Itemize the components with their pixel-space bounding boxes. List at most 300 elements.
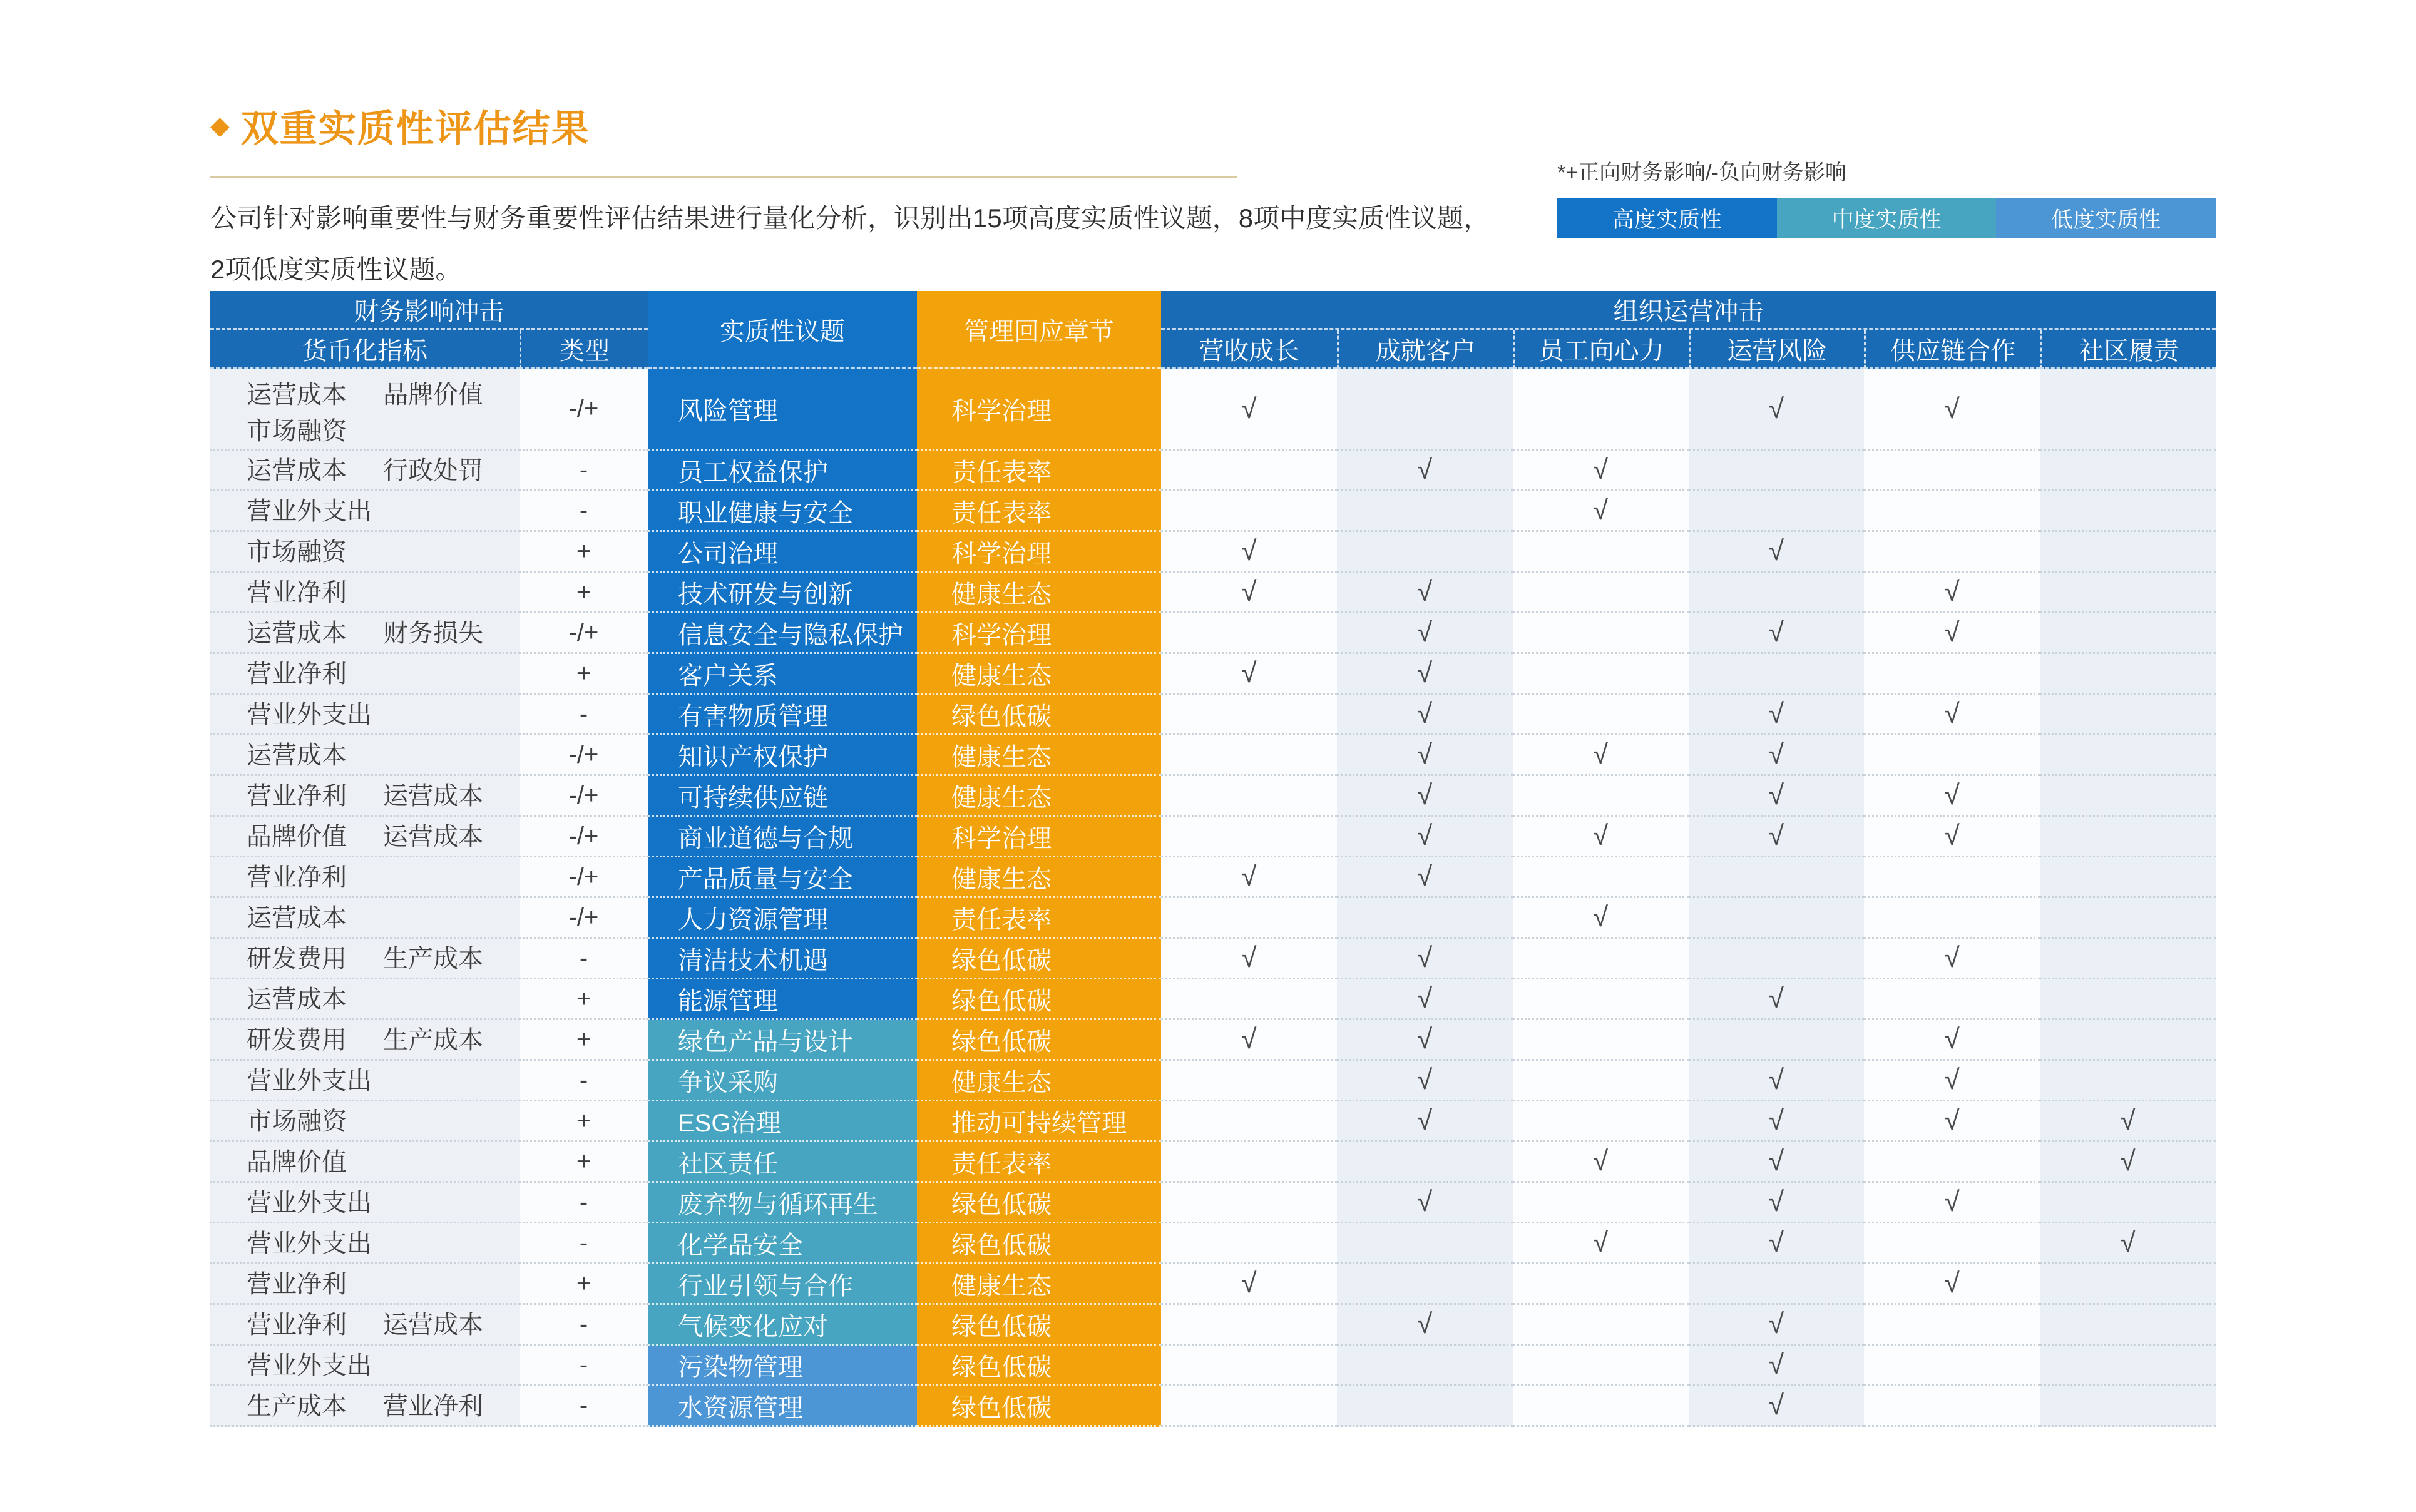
empty-check-cell	[1689, 573, 1865, 613]
check-mark-icon: √	[1241, 658, 1257, 688]
type-cell: -	[520, 491, 648, 532]
empty-check-cell	[1337, 491, 1513, 532]
empty-check-cell	[1864, 1386, 2040, 1427]
empty-check-cell	[1337, 898, 1513, 939]
empty-check-cell	[1161, 979, 1337, 1020]
check-mark-icon: √	[1768, 820, 1784, 851]
check-mark-icon: √	[1417, 942, 1433, 973]
check-mark-icon: √	[2120, 1105, 2136, 1136]
check-cell	[1689, 817, 1865, 857]
chapter-cell: 健康生态	[917, 735, 1161, 776]
header-op-revenue-growth: 营收成长	[1161, 330, 1337, 369]
header-op-employee-cohesion: 员工向心力	[1513, 330, 1689, 369]
check-mark-icon: √	[1417, 861, 1433, 892]
header-financial-impact: 财务影响冲击	[210, 291, 648, 330]
metric-primary: 营业外支出	[247, 1352, 372, 1379]
metrics-cell	[210, 1223, 520, 1264]
chapter-cell: 绿色低碳	[917, 1223, 1161, 1264]
check-cell	[1337, 1101, 1513, 1142]
empty-check-cell	[1161, 1346, 1337, 1386]
empty-check-cell	[1337, 1386, 1513, 1427]
header-op-customer-success: 成就客户	[1337, 330, 1513, 369]
check-mark-icon: √	[1241, 393, 1257, 424]
check-cell	[1513, 491, 1689, 532]
check-mark-icon: √	[1768, 1146, 1784, 1177]
check-cell	[1689, 1346, 1865, 1386]
metrics-cell	[210, 776, 520, 817]
empty-check-cell	[1161, 1223, 1337, 1264]
metrics-cell	[210, 1061, 520, 1101]
check-cell	[1337, 1183, 1513, 1223]
chapter-cell: 健康生态	[917, 776, 1161, 817]
empty-check-cell	[1513, 939, 1689, 979]
check-cell	[1161, 857, 1337, 898]
metric-primary: 营业净利	[247, 864, 347, 891]
check-mark-icon: √	[1241, 1268, 1257, 1299]
check-mark-icon: √	[1417, 698, 1433, 729]
empty-check-cell	[1689, 491, 1865, 532]
topic-cell: 公司治理	[648, 532, 917, 573]
section-title-block	[210, 99, 590, 153]
check-cell	[1689, 1142, 1865, 1183]
type-cell: -	[520, 1061, 648, 1101]
empty-check-cell	[1689, 1264, 1865, 1305]
metrics-cell	[210, 1305, 520, 1346]
metrics-cell	[210, 491, 520, 532]
type-cell: +	[520, 979, 648, 1020]
check-mark-icon: √	[1593, 454, 1609, 485]
check-mark-icon: √	[1768, 739, 1784, 770]
empty-check-cell	[1337, 1264, 1513, 1305]
empty-check-cell	[1513, 532, 1689, 573]
check-cell	[1337, 1305, 1513, 1346]
check-mark-icon: √	[1241, 536, 1257, 566]
metric-primary: 品牌价值	[247, 1148, 347, 1176]
check-cell	[1864, 1101, 2040, 1142]
chapter-cell: 绿色低碳	[917, 695, 1161, 735]
metric-secondary: 营业净利	[383, 1392, 483, 1420]
check-cell	[2040, 1223, 2216, 1264]
metrics-cell	[210, 1264, 520, 1305]
empty-check-cell	[1689, 939, 1865, 979]
check-mark-icon: √	[1944, 1024, 1960, 1055]
type-cell: -	[520, 695, 648, 735]
check-cell	[1689, 1183, 1865, 1223]
type-cell: -/+	[520, 817, 648, 857]
empty-check-cell	[1689, 898, 1865, 939]
empty-check-cell	[2040, 939, 2216, 979]
check-mark-icon: √	[1944, 1187, 1960, 1217]
metric-primary: 营业外支出	[247, 1230, 372, 1257]
metrics-cell	[210, 1386, 520, 1427]
empty-check-cell	[1689, 451, 1865, 491]
topic-cell: 绿色产品与设计	[648, 1020, 917, 1061]
check-mark-icon: √	[1241, 861, 1257, 892]
check-cell	[1337, 654, 1513, 695]
check-mark-icon: √	[1768, 393, 1784, 424]
check-mark-icon: √	[1768, 617, 1784, 648]
check-mark-icon: √	[2120, 1146, 2136, 1177]
empty-check-cell	[1864, 451, 2040, 491]
empty-check-cell	[1161, 1142, 1337, 1183]
empty-check-cell	[1864, 1142, 2040, 1183]
check-cell	[1513, 817, 1689, 857]
metric-secondary: 生产成本	[383, 945, 483, 973]
empty-check-cell	[1161, 776, 1337, 817]
check-cell	[2040, 1142, 2216, 1183]
empty-check-cell	[1513, 1020, 1689, 1061]
empty-check-cell	[1161, 1101, 1337, 1142]
type-cell: +	[520, 573, 648, 613]
metrics-cell	[210, 898, 520, 939]
metric-primary: 营业外支出	[247, 1189, 372, 1217]
type-cell: -/+	[520, 857, 648, 898]
empty-check-cell	[1337, 369, 1513, 451]
check-mark-icon: √	[1417, 617, 1433, 648]
metric-primary: 营业外支出	[247, 1067, 372, 1095]
check-cell	[1689, 735, 1865, 776]
intro-line-2: 2项低度实质性议题。	[210, 255, 462, 284]
check-cell	[1689, 532, 1865, 573]
metric-secondary: 行政处罚	[383, 457, 483, 484]
topic-cell: 可持续供应链	[648, 776, 917, 817]
check-cell	[1689, 1305, 1865, 1346]
check-cell	[1337, 857, 1513, 898]
empty-check-cell	[1513, 1101, 1689, 1142]
check-cell	[1689, 613, 1865, 654]
check-cell	[1513, 735, 1689, 776]
type-cell: -/+	[520, 776, 648, 817]
check-cell	[1161, 1264, 1337, 1305]
metric-secondary: 运营成本	[383, 782, 483, 810]
empty-check-cell	[2040, 898, 2216, 939]
empty-check-cell	[1513, 369, 1689, 451]
check-cell	[1864, 613, 2040, 654]
empty-check-cell	[1161, 735, 1337, 776]
topic-cell: 有害物质管理	[648, 695, 917, 735]
legend-medium-materiality: 中度实质性	[1777, 198, 1997, 238]
metrics-cell	[210, 695, 520, 735]
type-cell: +	[520, 1142, 648, 1183]
check-cell	[1864, 1061, 2040, 1101]
check-cell	[1161, 369, 1337, 451]
check-cell	[1864, 573, 2040, 613]
chapter-cell: 科学治理	[917, 532, 1161, 573]
metrics-cell	[210, 613, 520, 654]
empty-check-cell	[2040, 532, 2216, 573]
chapter-cell: 责任表率	[917, 491, 1161, 532]
metrics-cell	[210, 1346, 520, 1386]
topic-cell: 气候变化应对	[648, 1305, 917, 1346]
topic-cell: 风险管理	[648, 369, 917, 451]
check-cell	[1864, 776, 2040, 817]
title-underline	[210, 176, 1237, 178]
metrics-cell	[210, 573, 520, 613]
metric-primary: 研发费用	[247, 945, 347, 973]
chapter-cell: 绿色低碳	[917, 939, 1161, 979]
empty-check-cell	[1337, 1346, 1513, 1386]
type-cell: +	[520, 1264, 648, 1305]
empty-check-cell	[1513, 776, 1689, 817]
metrics-cell	[210, 1020, 520, 1061]
check-mark-icon: √	[1417, 1187, 1433, 1217]
empty-check-cell	[1513, 1386, 1689, 1427]
check-cell	[1161, 532, 1337, 573]
empty-check-cell	[1689, 857, 1865, 898]
metric-primary: 运营成本	[247, 904, 347, 932]
empty-check-cell	[1161, 817, 1337, 857]
check-cell	[1337, 451, 1513, 491]
check-mark-icon: √	[1944, 698, 1960, 729]
empty-check-cell	[2040, 1264, 2216, 1305]
type-cell: -	[520, 1386, 648, 1427]
check-cell	[1864, 695, 2040, 735]
check-mark-icon: √	[1417, 1105, 1433, 1136]
empty-check-cell	[2040, 1346, 2216, 1386]
metrics-cell	[210, 1142, 520, 1183]
check-mark-icon: √	[1417, 820, 1433, 851]
metrics-cell	[210, 939, 520, 979]
topic-cell: 污染物管理	[648, 1346, 917, 1386]
chapter-cell: 绿色低碳	[917, 1305, 1161, 1346]
chapter-cell: 健康生态	[917, 1264, 1161, 1305]
check-mark-icon: √	[1417, 983, 1433, 1014]
empty-check-cell	[2040, 776, 2216, 817]
metric-secondary: 运营成本	[383, 823, 483, 850]
check-cell	[2040, 1101, 2216, 1142]
metrics-cell	[210, 1101, 520, 1142]
check-mark-icon: √	[1768, 1187, 1784, 1217]
check-mark-icon: √	[1768, 536, 1784, 566]
metric-secondary: 运营成本	[383, 1311, 483, 1339]
metric-primary: 品牌价值	[247, 823, 347, 850]
check-mark-icon: √	[2120, 1227, 2136, 1258]
empty-check-cell	[2040, 1061, 2216, 1101]
materiality-legend	[1557, 198, 2216, 238]
check-cell	[1689, 979, 1865, 1020]
check-cell	[1864, 939, 2040, 979]
metric-tertiary: 市场融资	[247, 417, 347, 445]
check-cell	[1337, 573, 1513, 613]
empty-check-cell	[1864, 1305, 2040, 1346]
metric-primary: 运营成本	[247, 457, 347, 484]
empty-check-cell	[1513, 1346, 1689, 1386]
empty-check-cell	[1337, 1142, 1513, 1183]
chapter-cell: 绿色低碳	[917, 1386, 1161, 1427]
header-management-chapter: 管理回应章节	[917, 291, 1161, 369]
topic-cell: 废弃物与循环再生	[648, 1183, 917, 1223]
check-mark-icon: √	[1417, 576, 1433, 607]
metric-primary: 营业净利	[247, 579, 347, 606]
chapter-cell: 健康生态	[917, 1061, 1161, 1101]
empty-check-cell	[1161, 1183, 1337, 1223]
topic-cell: 产品质量与安全	[648, 857, 917, 898]
check-cell	[1337, 979, 1513, 1020]
empty-check-cell	[2040, 1020, 2216, 1061]
check-mark-icon: √	[1768, 1309, 1784, 1339]
topic-cell: 化学品安全	[648, 1223, 917, 1264]
check-cell	[1864, 1020, 2040, 1061]
topic-cell: 水资源管理	[648, 1386, 917, 1427]
metric-secondary: 品牌价值	[383, 381, 483, 409]
check-mark-icon: √	[1593, 820, 1609, 851]
type-cell: -	[520, 1223, 648, 1264]
empty-check-cell	[2040, 654, 2216, 695]
type-cell: -	[520, 1346, 648, 1386]
chapter-cell: 责任表率	[917, 898, 1161, 939]
type-cell: +	[520, 654, 648, 695]
chapter-cell: 推动可持续管理	[917, 1101, 1161, 1142]
header-operational-impact: 组织运营冲击	[1161, 291, 2216, 330]
empty-check-cell	[1161, 451, 1337, 491]
empty-check-cell	[2040, 451, 2216, 491]
metric-primary: 运营成本	[247, 742, 347, 769]
check-mark-icon: √	[1768, 1349, 1784, 1380]
legend-high-materiality: 高度实质性	[1557, 198, 1777, 238]
check-mark-icon: √	[1417, 658, 1433, 688]
topic-cell: 职业健康与安全	[648, 491, 917, 532]
topic-cell: 员工权益保护	[648, 451, 917, 491]
check-cell	[1513, 451, 1689, 491]
metric-primary: 营业外支出	[247, 701, 372, 728]
empty-check-cell	[1513, 1061, 1689, 1101]
chapter-cell: 科学治理	[917, 369, 1161, 451]
topic-cell: 商业道德与合规	[648, 817, 917, 857]
empty-check-cell	[1513, 857, 1689, 898]
header-op-supply-chain: 供应链合作	[1864, 330, 2040, 369]
metric-primary: 运营成本	[247, 986, 347, 1013]
chapter-cell: 责任表率	[917, 1142, 1161, 1183]
empty-check-cell	[1864, 1346, 2040, 1386]
check-cell	[1689, 776, 1865, 817]
empty-check-cell	[2040, 735, 2216, 776]
check-mark-icon: √	[1944, 780, 1960, 810]
metric-primary: 研发费用	[247, 1026, 347, 1054]
empty-check-cell	[1161, 613, 1337, 654]
metrics-cell	[210, 817, 520, 857]
metric-primary: 市场融资	[247, 1108, 347, 1135]
empty-check-cell	[2040, 613, 2216, 654]
empty-check-cell	[1161, 695, 1337, 735]
header-type: 类型	[520, 330, 648, 369]
topic-cell: 信息安全与隐私保护	[648, 613, 917, 654]
type-cell: +	[520, 1020, 648, 1061]
check-mark-icon: √	[1417, 780, 1433, 810]
topic-cell: ESG治理	[648, 1101, 917, 1142]
metric-secondary: 生产成本	[383, 1026, 483, 1054]
check-mark-icon: √	[1768, 780, 1784, 810]
empty-check-cell	[1864, 857, 2040, 898]
check-cell	[1337, 817, 1513, 857]
metric-secondary: 财务损失	[383, 620, 483, 647]
chapter-cell: 绿色低碳	[917, 1183, 1161, 1223]
check-cell	[1161, 1020, 1337, 1061]
topic-cell: 行业引领与合作	[648, 1264, 917, 1305]
type-cell: -/+	[520, 735, 648, 776]
chapter-cell: 科学治理	[917, 613, 1161, 654]
empty-check-cell	[2040, 1305, 2216, 1346]
metrics-cell	[210, 857, 520, 898]
type-cell: -	[520, 1183, 648, 1223]
empty-check-cell	[2040, 695, 2216, 735]
check-mark-icon: √	[1768, 698, 1784, 729]
legend-low-materiality: 低度实质性	[1996, 198, 2216, 238]
metric-primary: 运营成本	[247, 620, 347, 647]
chapter-cell: 健康生态	[917, 654, 1161, 695]
check-mark-icon: √	[1417, 1309, 1433, 1339]
empty-check-cell	[1513, 695, 1689, 735]
topic-cell: 知识产权保护	[648, 735, 917, 776]
type-cell: -/+	[520, 369, 648, 451]
empty-check-cell	[2040, 857, 2216, 898]
chapter-cell: 健康生态	[917, 857, 1161, 898]
check-mark-icon: √	[1241, 576, 1257, 607]
empty-check-cell	[2040, 979, 2216, 1020]
header-op-operational-risk: 运营风险	[1689, 330, 1865, 369]
check-cell	[1161, 939, 1337, 979]
check-cell	[1689, 1386, 1865, 1427]
empty-check-cell	[2040, 369, 2216, 451]
check-cell	[1337, 695, 1513, 735]
empty-check-cell	[1864, 898, 2040, 939]
check-mark-icon: √	[1241, 1024, 1257, 1055]
check-mark-icon: √	[1593, 1146, 1609, 1177]
empty-check-cell	[1864, 654, 2040, 695]
check-cell	[1337, 1061, 1513, 1101]
check-cell	[1689, 369, 1865, 451]
empty-check-cell	[1513, 613, 1689, 654]
check-mark-icon: √	[1944, 576, 1960, 607]
check-cell	[1864, 1264, 2040, 1305]
diamond-bullet-icon: ◆	[210, 112, 230, 140]
empty-check-cell	[1161, 491, 1337, 532]
check-cell	[1337, 1020, 1513, 1061]
check-mark-icon: √	[1944, 617, 1960, 648]
check-cell	[1161, 654, 1337, 695]
intro-paragraph	[210, 193, 1490, 295]
empty-check-cell	[1864, 532, 2040, 573]
type-cell: -	[520, 939, 648, 979]
metric-primary: 营业净利	[247, 782, 347, 810]
topic-cell: 社区责任	[648, 1142, 917, 1183]
check-mark-icon: √	[1768, 1227, 1784, 1258]
type-cell: -	[520, 451, 648, 491]
check-cell	[1337, 735, 1513, 776]
header-material-topic: 实质性议题	[648, 291, 917, 369]
empty-check-cell	[1864, 491, 2040, 532]
chapter-cell: 绿色低碳	[917, 1346, 1161, 1386]
empty-check-cell	[2040, 1183, 2216, 1223]
check-mark-icon: √	[1241, 942, 1257, 973]
empty-check-cell	[1689, 1020, 1865, 1061]
metric-primary: 营业净利	[247, 660, 347, 688]
check-mark-icon: √	[1768, 1390, 1784, 1421]
metrics-cell	[210, 532, 520, 573]
empty-check-cell	[1513, 979, 1689, 1020]
check-mark-icon: √	[1417, 1065, 1433, 1095]
check-mark-icon: √	[1944, 1065, 1960, 1095]
empty-check-cell	[1513, 1264, 1689, 1305]
empty-check-cell	[2040, 817, 2216, 857]
check-mark-icon: √	[1944, 820, 1960, 851]
check-mark-icon: √	[1593, 902, 1609, 932]
check-mark-icon: √	[1768, 983, 1784, 1014]
chapter-cell: 健康生态	[917, 573, 1161, 613]
chapter-cell: 责任表率	[917, 451, 1161, 491]
check-mark-icon: √	[1593, 1227, 1609, 1258]
metric-primary: 运营成本	[247, 381, 347, 409]
chapter-cell: 绿色低碳	[917, 1020, 1161, 1061]
